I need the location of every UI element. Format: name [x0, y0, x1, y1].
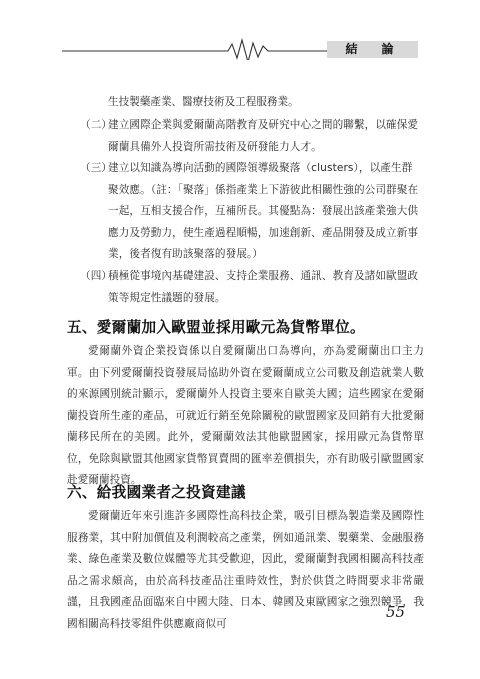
section-6-paragraph: 愛爾蘭近年來引進許多國際性高科技企業，吸引目標為製造業及國際性服務業，其中附加價值及利潤較高之產業，例如通訊業、製藥業、金融服務業、綠色產業及數位媒體等尤其受歡迎，因此，愛爾蘭對我國相關高科技產品之需求頗高，由於高科技產品注重時效性，對於供貨之時間要求非常嚴謹，且我國產品面臨來自中國大陸、日本、韓國及東歐國家之強烈競爭，我國相關高科技零組件供應廠商似可 [67, 510, 424, 630]
list-item-number: （二） [80, 119, 113, 131]
list-item-text: 建立以知識為導向活動的國際領導級聚落（clusters），以產生群聚效應。（註：「聚落」係指產業上下游彼此相關性強的公司群聚在一起，互相支援合作，互補所長。其優點為：發展出該產業強大供應力及勞動力，使生產過程順暢，加速創新、產品開發及成立新事業，後者復有助該聚落的發展。） [108, 162, 419, 260]
page-number: 55 [386, 603, 406, 621]
list-item-number: （四） [80, 270, 113, 282]
list-item-text: 建立國際企業與愛爾蘭高階教育及研究中心之間的聯繫，以確保愛爾蘭具備外人投資所需技術及研發能力人才。 [108, 119, 419, 153]
section-5-paragraph: 愛爾蘭外資企業投資係以自愛爾蘭出口為導向，亦為愛爾蘭出口主力軍。由下列愛爾蘭投資發展局協助外資在愛爾蘭成立公司數及創造就業人數的來源國別統計顯示，愛爾蘭外人投資主要來自歐美大國；這些國家在愛爾蘭投資所生產的產品，可就近行銷至免除關稅的歐盟國家及回銷有大批愛爾蘭移民所在的美國。此外，愛爾蘭效法其他歐盟國家，採用歐元為貨幣單位，免除與歐盟其他國家貨幣買賣間的匯率差價損失，亦有助吸引歐盟國家赴愛爾蘭投資。 [67, 345, 424, 486]
list-item-2 [80, 115, 422, 158]
list-item-3 [80, 158, 422, 266]
list-item-text: 積極從事境內基礎建設、支持企業服務、通訊、教育及諸如歐盟政策等規定性議題的發展。 [108, 270, 419, 304]
list-item-4 [80, 266, 422, 309]
section-6-heading: 六、給我國業者之投資建議 [67, 484, 246, 501]
continuation-text: 生技製藥產業、醫療技術及工程服務業。 [108, 96, 299, 108]
section-5-heading: 五、愛爾蘭加入歐盟並採用歐元為貨幣單位。 [67, 319, 365, 336]
page-header [0, 0, 480, 60]
list-item-number: （三） [80, 162, 113, 174]
section-title-tab: 結 論 [327, 41, 418, 58]
